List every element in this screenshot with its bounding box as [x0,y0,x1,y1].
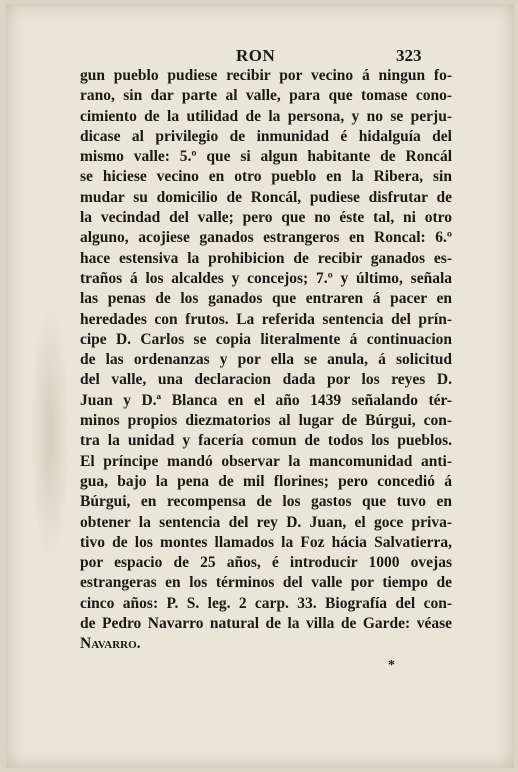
text-line: rano, sin dar parte al valle, para que tomase cono- [80,87,452,105]
text-line: de las ordenanzas y por ella se anula, á solicitud [80,351,452,369]
running-title: RON [236,46,276,65]
text-line: cimiento de la utilidad de la persona, y no se perju- [80,107,452,125]
text-line: traños á los alcaldes y concejos; 7.º y último, señala [80,269,452,287]
text-line: tra la unidad y facería comun de todos los pueblos. [80,432,452,450]
text-line: dicase al privilegio de inmunidad é hidalguía del [80,127,452,145]
text-line: gun pueblo pudiese recibir por vecino á ningun fo- [80,67,452,84]
text-line: minos propios diezmatorios al lugar de Búrgui, con- [80,412,452,430]
text-line: alguno, acojiese ganados estrangeros en Roncal: 6.º [80,229,452,247]
text-line: la vecindad del valle; pero que no éste tal, ni otro [80,209,452,227]
text-line: gua, bajo la pena de mil florines; pero concedió á [80,472,452,490]
text-line-final: Navarro. [80,635,141,653]
text-line: de Pedro Navarro natural de la villa de Garde: véase [80,615,452,633]
text-line: Búrgui, en recompensa de los gastos que tuvo en [80,493,452,511]
text-line: mismo valle: 5.º que si algun habitante de Roncál [80,148,452,166]
body-text [80,66,452,655]
text-line: mudar su domicilio de Roncál, pudiese disfrutar de [80,188,452,206]
text-line: Juan y D.ª Blanca en el año 1439 señalando tér- [80,391,452,409]
page-number: 323 [396,46,422,65]
text-line: hace estensiva la prohibicion de recibir ganados es- [80,249,452,267]
text-line: cinco años: P. S. leg. 2 carp. 33. Biografía del con- [80,594,452,612]
text-line: obtener la sentencia del rey D. Juan, el goce priva- [80,513,452,531]
text-line: se hiciese vecino en otro pueblo en la Ribera, sin [80,168,452,186]
text-line: tivo de los montes llamados la Foz hácia Salvatierra, [80,533,452,551]
text-line: las penas de los ganados que entraren á pacer en [80,290,452,308]
text-line: heredades con frutos. La referida sentencia del prín- [80,310,452,328]
text-line: cipe D. Carlos se copia literalmente á continuacion [80,330,452,348]
ink-bleed-stain [30,304,70,564]
text-line: El príncipe mandó observar la mancomunidad anti- [80,452,452,470]
text-line: por espacio de 25 años, é introducir 1000 ovejas [80,554,452,572]
asterisk-mark: * [388,658,395,673]
text-line: estrangeras en los términos del valle por tiempo de [80,574,452,592]
text-line: del valle, una declaracion dada por los reyes D. [80,371,452,389]
